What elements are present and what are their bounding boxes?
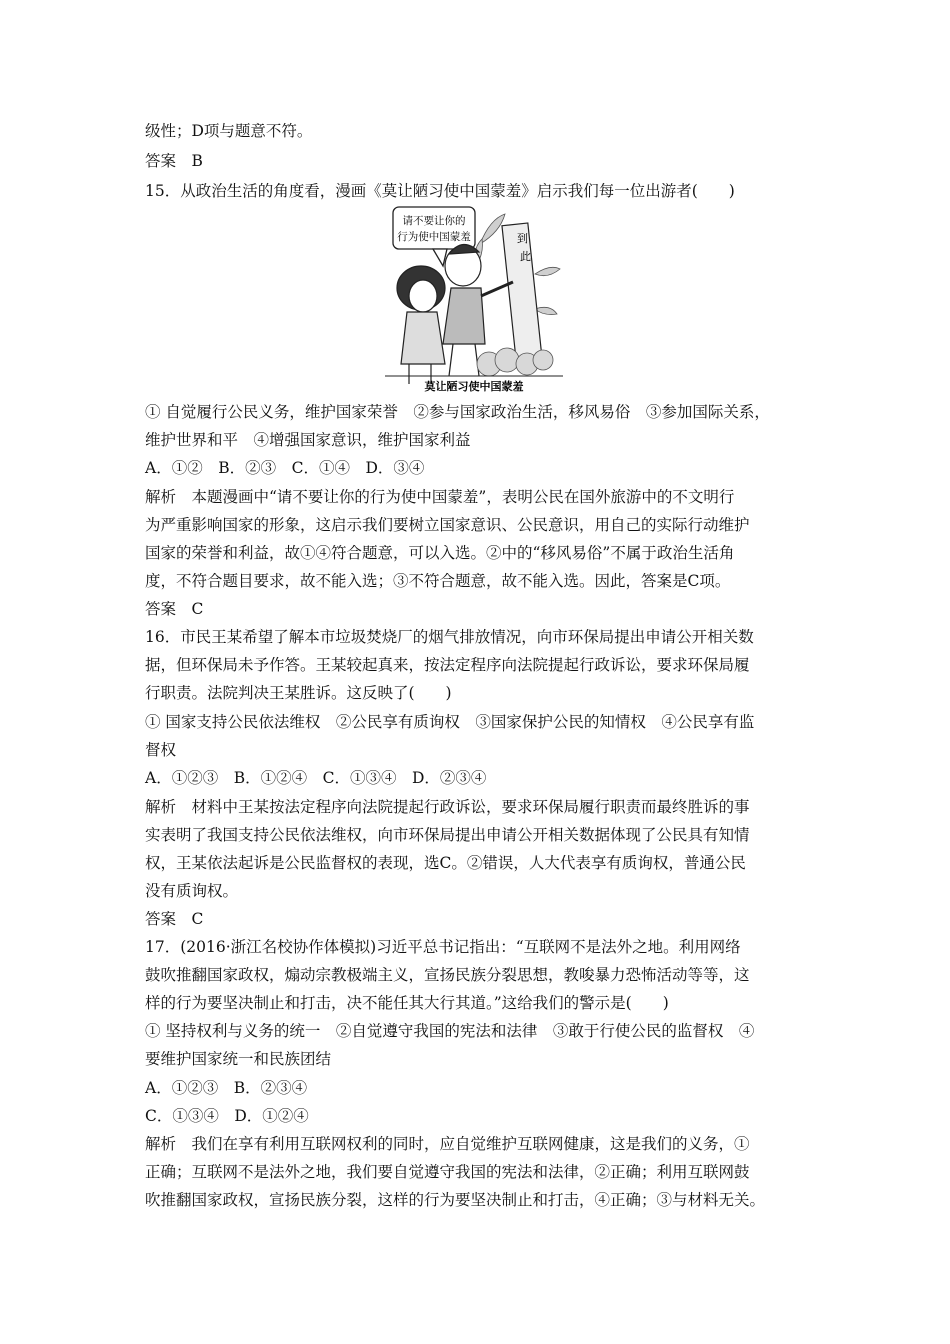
answer-line: 答案 C — [145, 910, 204, 928]
option-line: 督权 — [145, 741, 177, 759]
answer-line: 答案 B — [145, 152, 203, 170]
analysis-line: 正确；互联网不是法外之地，我们要自觉遵守我国的宪法和法律，②正确；利用互联网鼓 — [145, 1163, 750, 1181]
analysis-line: 国家的荣誉和利益，故①④符合题意，可以入选。②中的“移风易俗”不属于政治生活角 — [145, 544, 735, 562]
question-17: 17．(2016·浙江名校协作体模拟)习近平总书记指出：“互联网不是法外之地。利用网络 — [145, 938, 741, 956]
cartoon-caption: 莫让陋习使中国蒙羞 — [424, 380, 524, 393]
question-16: 16．市民王某希望了解本市垃圾焚烧厂的烟气排放情况，向市环保局提出申请公开相关数 — [145, 628, 754, 646]
question-17: 样的行为要坚决制止和打击，决不能任其大行其道。”这给我们的警示是( ) — [145, 994, 669, 1012]
choice-line: A．①② B．②③ C．①④ D．③④ — [145, 459, 425, 477]
option-line: ① 自觉履行公民义务，维护国家荣誉 ②参与国家政治生活，移风易俗 ③参加国际关系， — [145, 403, 770, 421]
analysis-line: 实表明了我国支持公民依法维权，向市环保局提出申请公开相关数据体现了公民具有知情 — [145, 826, 750, 844]
analysis-line: 解析 材料中王某按法定程序向法院提起行政诉讼，要求环保局履行职责而最终胜诉的事 — [145, 798, 750, 816]
analysis-line: 解析 我们在享有利用互联网权利的同时，应自觉维护互联网健康，这是我们的义务，① — [145, 1135, 750, 1153]
choice-line: A．①②③ B．②③④ — [145, 1079, 308, 1097]
analysis-line: 权，王某依法起诉是公民监督权的表现，选C。②错误，人大代表享有质询权，普通公民 — [145, 854, 746, 872]
question-17: 鼓吹推翻国家政权，煽动宗教极端主义，宣扬民族分裂思想，教唆暴力恐怖活动等等，这 — [145, 966, 750, 984]
answer-line: 答案 C — [145, 600, 204, 618]
analysis-line: 吹推翻国家政权，宣扬民族分裂，这样的行为要坚决制止和打击，④正确；③与材料无关。 — [145, 1191, 766, 1209]
bubble-text-1: 请不要让你的 — [402, 215, 466, 227]
choice-line: A．①②③ B．①②④ C．①③④ D．②③④ — [145, 769, 487, 787]
option-line: ① 国家支持公民依法维权 ②公民享有质询权 ③国家保护公民的知情权 ④公民享有监 — [145, 713, 755, 731]
option-line: ① 坚持权利与义务的统一 ②自觉遵守我国的宪法和法律 ③敢于行使公民的监督权 ④ — [145, 1022, 755, 1040]
analysis-line: 度，不符合题目要求，故不能入选；③不符合题意，故不能入选。因此，答案是C项。 — [145, 572, 731, 590]
question-16: 据，但环保局未予作答。王某较起真来，按法定程序向法院提起行政诉讼，要求环保局履 — [145, 656, 750, 674]
bubble-text-2: 行为使中国蒙羞 — [397, 231, 471, 243]
question-16: 行职责。法院判决王某胜诉。这反映了( ) — [145, 684, 452, 702]
cartoon-illustration — [385, 204, 563, 394]
option-line: 维护世界和平 ④增强国家意识，维护国家利益 — [145, 431, 471, 449]
question-15: 15．从政治生活的角度看，漫画《莫让陋习使中国蒙羞》启示我们每一位出游者( ) — [145, 182, 735, 200]
sign-text-2: 此 — [520, 250, 531, 263]
analysis-line: 解析 本题漫画中“请不要让你的行为使中国蒙羞”，表明公民在国外旅游中的不文明行 — [145, 488, 735, 506]
text-line: 级性；D项与题意不符。 — [145, 122, 313, 140]
option-line: 要维护国家统一和民族团结 — [145, 1050, 332, 1068]
analysis-line: 没有质询权。 — [145, 882, 239, 900]
sign-text-1: 到 — [517, 232, 528, 245]
choice-line: C．①③④ D．①②④ — [145, 1107, 309, 1125]
analysis-line: 为严重影响国家的形象，这启示我们要树立国家意识、公民意识，用自己的实际行动维护 — [145, 516, 750, 534]
